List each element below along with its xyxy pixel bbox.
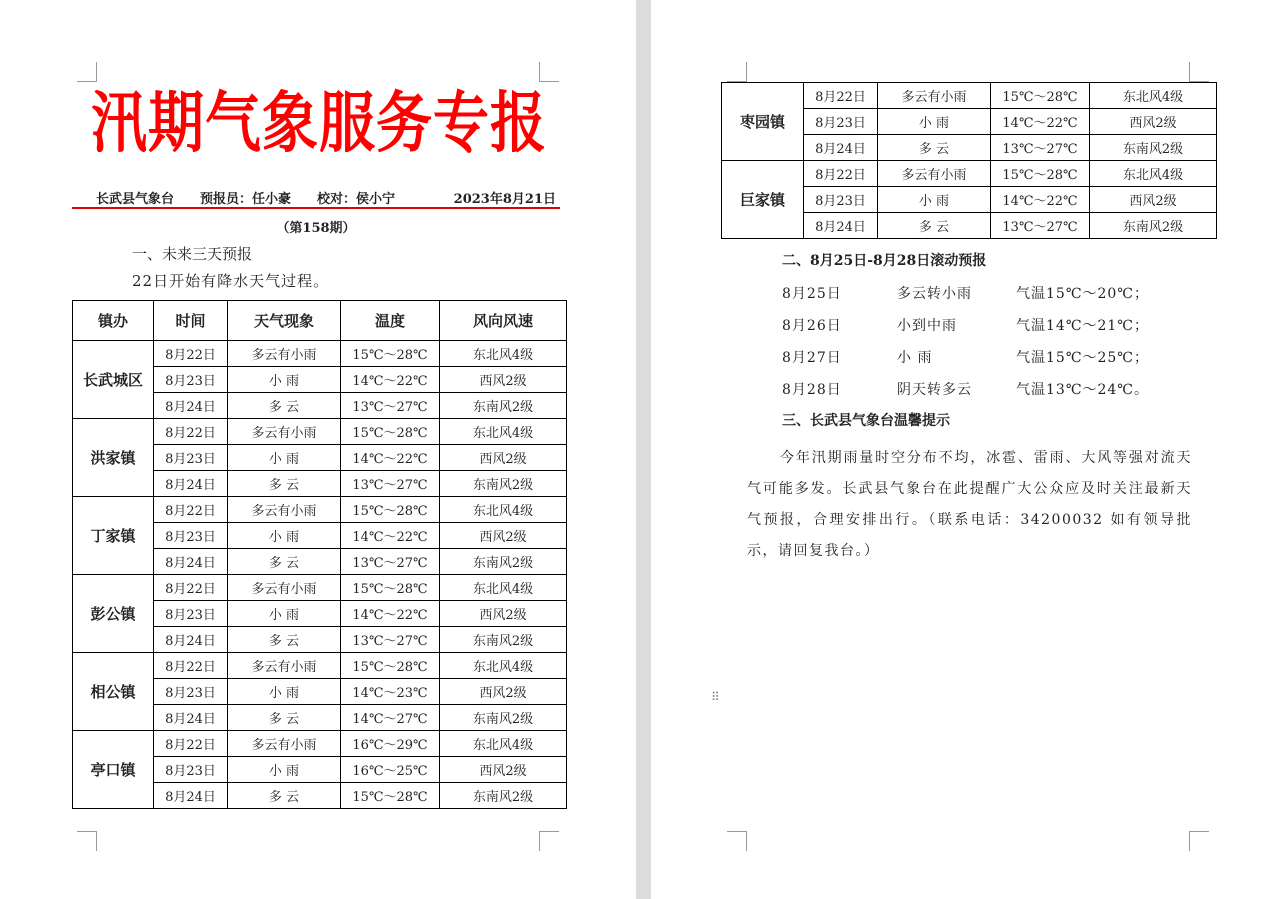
rolling-weather: 阴天转多云 bbox=[897, 382, 972, 398]
wind-cell: 东南风2级 bbox=[440, 705, 567, 731]
weather-cell: 小 雨 bbox=[228, 523, 341, 549]
date-cell: 8月24日 bbox=[154, 627, 228, 653]
weather-cell: 多云有小雨 bbox=[878, 83, 991, 109]
margin-mark bbox=[727, 831, 747, 851]
header-date: 时间 bbox=[154, 301, 228, 341]
table-header-row bbox=[73, 301, 567, 341]
temperature-cell: 13℃～27℃ bbox=[991, 135, 1090, 161]
header-temperature: 温度 bbox=[341, 301, 440, 341]
weather-cell: 多 云 bbox=[878, 135, 991, 161]
date-cell: 8月22日 bbox=[154, 653, 228, 679]
town-name: 亭口镇 bbox=[73, 731, 154, 809]
weather-cell: 小 雨 bbox=[878, 109, 991, 135]
weather-cell: 多 云 bbox=[228, 783, 341, 809]
wind-cell: 东南风2级 bbox=[1090, 213, 1217, 239]
rolling-date: 8月25日 bbox=[782, 286, 842, 302]
margin-mark bbox=[1189, 831, 1209, 851]
wind-cell: 东北风4级 bbox=[440, 731, 567, 757]
rolling-date: 8月26日 bbox=[782, 318, 842, 334]
wind-cell: 东南风2级 bbox=[440, 783, 567, 809]
temperature-cell: 14℃～22℃ bbox=[991, 187, 1090, 213]
temperature-cell: 14℃～22℃ bbox=[991, 109, 1090, 135]
temperature-cell: 15℃～28℃ bbox=[341, 341, 440, 367]
wind-cell: 东南风2级 bbox=[440, 627, 567, 653]
wind-cell: 东南风2级 bbox=[440, 471, 567, 497]
date-cell: 8月24日 bbox=[154, 549, 228, 575]
wind-cell: 东北风4级 bbox=[1090, 83, 1217, 109]
temperature-cell: 15℃～28℃ bbox=[341, 783, 440, 809]
header-weather: 天气现象 bbox=[228, 301, 341, 341]
temperature-cell: 13℃～27℃ bbox=[341, 549, 440, 575]
document-page-1 bbox=[0, 0, 636, 899]
page-gutter bbox=[636, 0, 651, 899]
issue-date: 2023年8月21日 bbox=[453, 192, 556, 207]
agency-name: 长武县气象台 bbox=[96, 192, 175, 207]
town-name: 枣园镇 bbox=[722, 83, 804, 161]
wind-cell: 东南风2级 bbox=[440, 549, 567, 575]
weather-cell: 多 云 bbox=[228, 549, 341, 575]
rolling-temp: 气温15℃～25℃； bbox=[1016, 350, 1149, 366]
rolling-temp: 气温14℃～21℃； bbox=[1016, 318, 1149, 334]
date-cell: 8月22日 bbox=[154, 575, 228, 601]
wind-cell: 西风2级 bbox=[440, 601, 567, 627]
wind-cell: 东南风2级 bbox=[440, 393, 567, 419]
date-cell: 8月22日 bbox=[804, 83, 878, 109]
wind-cell: 东北风4级 bbox=[440, 341, 567, 367]
town-name: 相公镇 bbox=[73, 653, 154, 731]
date-cell: 8月22日 bbox=[154, 341, 228, 367]
date-cell: 8月22日 bbox=[804, 161, 878, 187]
forecast-table-page-2 bbox=[721, 82, 1217, 239]
table-row bbox=[722, 161, 1217, 187]
date-cell: 8月23日 bbox=[154, 757, 228, 783]
wind-cell: 西风2级 bbox=[440, 523, 567, 549]
temperature-cell: 14℃～22℃ bbox=[341, 523, 440, 549]
margin-mark bbox=[727, 62, 747, 82]
town-name: 丁家镇 bbox=[73, 497, 154, 575]
town-name: 巨家镇 bbox=[722, 161, 804, 239]
weather-cell: 小 雨 bbox=[228, 367, 341, 393]
weather-cell: 多云有小雨 bbox=[228, 497, 341, 523]
temperature-cell: 15℃～28℃ bbox=[341, 497, 440, 523]
wind-cell: 西风2级 bbox=[440, 445, 567, 471]
temperature-cell: 15℃～28℃ bbox=[991, 83, 1090, 109]
rolling-temp: 气温15℃～20℃； bbox=[1016, 286, 1149, 302]
margin-mark bbox=[77, 831, 97, 851]
temperature-cell: 14℃～22℃ bbox=[341, 367, 440, 393]
advisory-paragraph: 今年汛期雨量时空分布不均，冰雹、雷雨、大风等强对流天气可能多发。长武县气象台在此提醒广大公众应及时关注最新天气预报，合理安排出行。（联系电话：34200032 如有领导批示，请回复我台。） bbox=[747, 450, 1192, 559]
weather-cell: 小 雨 bbox=[228, 601, 341, 627]
wind-cell: 西风2级 bbox=[1090, 109, 1217, 135]
issue-number: （第158期） bbox=[276, 221, 356, 236]
temperature-cell: 14℃～23℃ bbox=[341, 679, 440, 705]
temperature-cell: 13℃～27℃ bbox=[341, 627, 440, 653]
temperature-cell: 16℃～25℃ bbox=[341, 757, 440, 783]
temperature-cell: 13℃～27℃ bbox=[991, 213, 1090, 239]
town-name: 洪家镇 bbox=[73, 419, 154, 497]
date-cell: 8月23日 bbox=[804, 109, 878, 135]
temperature-cell: 13℃～27℃ bbox=[341, 393, 440, 419]
header-wind: 风向风速 bbox=[440, 301, 567, 341]
drag-handle-icon[interactable]: ⠿ bbox=[711, 690, 721, 704]
wind-cell: 西风2级 bbox=[440, 679, 567, 705]
weather-cell: 多 云 bbox=[228, 705, 341, 731]
wind-cell: 东北风4级 bbox=[440, 575, 567, 601]
weather-cell: 多云有小雨 bbox=[228, 653, 341, 679]
proofreader: 校对：侯小宁 bbox=[317, 192, 396, 207]
weather-cell: 多云有小雨 bbox=[228, 341, 341, 367]
weather-cell: 多云有小雨 bbox=[228, 575, 341, 601]
wind-cell: 西风2级 bbox=[440, 757, 567, 783]
weather-cell: 多 云 bbox=[228, 393, 341, 419]
wind-cell: 东北风4级 bbox=[440, 419, 567, 445]
red-divider bbox=[72, 207, 560, 209]
margin-mark bbox=[1189, 62, 1209, 82]
wind-cell: 东北风4级 bbox=[1090, 161, 1217, 187]
date-cell: 8月23日 bbox=[154, 523, 228, 549]
rolling-weather: 小到中雨 bbox=[897, 318, 957, 334]
table-row bbox=[722, 83, 1217, 109]
table-row bbox=[73, 341, 567, 367]
temperature-cell: 15℃～28℃ bbox=[341, 419, 440, 445]
temperature-cell: 14℃～22℃ bbox=[341, 601, 440, 627]
table-row bbox=[73, 497, 567, 523]
date-cell: 8月24日 bbox=[154, 783, 228, 809]
section-2-heading: 二、8月25日-8月28日滚动预报 bbox=[782, 253, 987, 269]
table-row bbox=[73, 731, 567, 757]
temperature-cell: 15℃～28℃ bbox=[991, 161, 1090, 187]
rolling-date: 8月28日 bbox=[782, 382, 842, 398]
forecaster: 预报员：任小豪 bbox=[200, 192, 292, 207]
wind-cell: 东南风2级 bbox=[1090, 135, 1217, 161]
date-cell: 8月22日 bbox=[154, 731, 228, 757]
date-cell: 8月24日 bbox=[804, 213, 878, 239]
date-cell: 8月24日 bbox=[154, 393, 228, 419]
forecast-table-page-1 bbox=[72, 300, 567, 809]
wind-cell: 东北风4级 bbox=[440, 497, 567, 523]
weather-cell: 多云有小雨 bbox=[878, 161, 991, 187]
weather-cell: 多 云 bbox=[228, 627, 341, 653]
weather-cell: 小 雨 bbox=[228, 679, 341, 705]
rolling-date: 8月27日 bbox=[782, 350, 842, 366]
wind-cell: 西风2级 bbox=[440, 367, 567, 393]
temperature-cell: 14℃～27℃ bbox=[341, 705, 440, 731]
rolling-weather: 多云转小雨 bbox=[897, 286, 972, 302]
date-cell: 8月23日 bbox=[154, 445, 228, 471]
table-row bbox=[73, 653, 567, 679]
margin-mark bbox=[539, 831, 559, 851]
date-cell: 8月23日 bbox=[154, 679, 228, 705]
rolling-temp: 气温13℃～24℃。 bbox=[1016, 382, 1149, 398]
town-name: 长武城区 bbox=[73, 341, 154, 419]
section-1-heading: 一、未来三天预报 bbox=[132, 245, 253, 263]
date-cell: 8月23日 bbox=[154, 367, 228, 393]
temperature-cell: 14℃～22℃ bbox=[341, 445, 440, 471]
weather-cell: 多 云 bbox=[228, 471, 341, 497]
temperature-cell: 15℃～28℃ bbox=[341, 653, 440, 679]
temperature-cell: 13℃～27℃ bbox=[341, 471, 440, 497]
date-cell: 8月24日 bbox=[154, 471, 228, 497]
weather-cell: 多云有小雨 bbox=[228, 419, 341, 445]
bulletin-header bbox=[96, 188, 556, 207]
rolling-weather: 小 雨 bbox=[897, 350, 933, 366]
section-3-heading: 三、长武县气象台温馨提示 bbox=[782, 413, 950, 429]
weather-cell: 多 云 bbox=[878, 213, 991, 239]
weather-cell: 小 雨 bbox=[878, 187, 991, 213]
table-row bbox=[73, 419, 567, 445]
date-cell: 8月22日 bbox=[154, 419, 228, 445]
temperature-cell: 16℃～29℃ bbox=[341, 731, 440, 757]
wind-cell: 西风2级 bbox=[1090, 187, 1217, 213]
date-cell: 8月23日 bbox=[804, 187, 878, 213]
town-name: 彭公镇 bbox=[73, 575, 154, 653]
section-1-text: 22日开始有降水天气过程。 bbox=[132, 272, 330, 290]
bulletin-title: 汛期气象服务专报 bbox=[91, 84, 547, 162]
date-cell: 8月22日 bbox=[154, 497, 228, 523]
table-row bbox=[73, 575, 567, 601]
header-town: 镇办 bbox=[73, 301, 154, 341]
weather-cell: 小 雨 bbox=[228, 445, 341, 471]
weather-cell: 多云有小雨 bbox=[228, 731, 341, 757]
temperature-cell: 15℃～28℃ bbox=[341, 575, 440, 601]
date-cell: 8月24日 bbox=[804, 135, 878, 161]
date-cell: 8月23日 bbox=[154, 601, 228, 627]
wind-cell: 东北风4级 bbox=[440, 653, 567, 679]
date-cell: 8月24日 bbox=[154, 705, 228, 731]
weather-cell: 小 雨 bbox=[228, 757, 341, 783]
